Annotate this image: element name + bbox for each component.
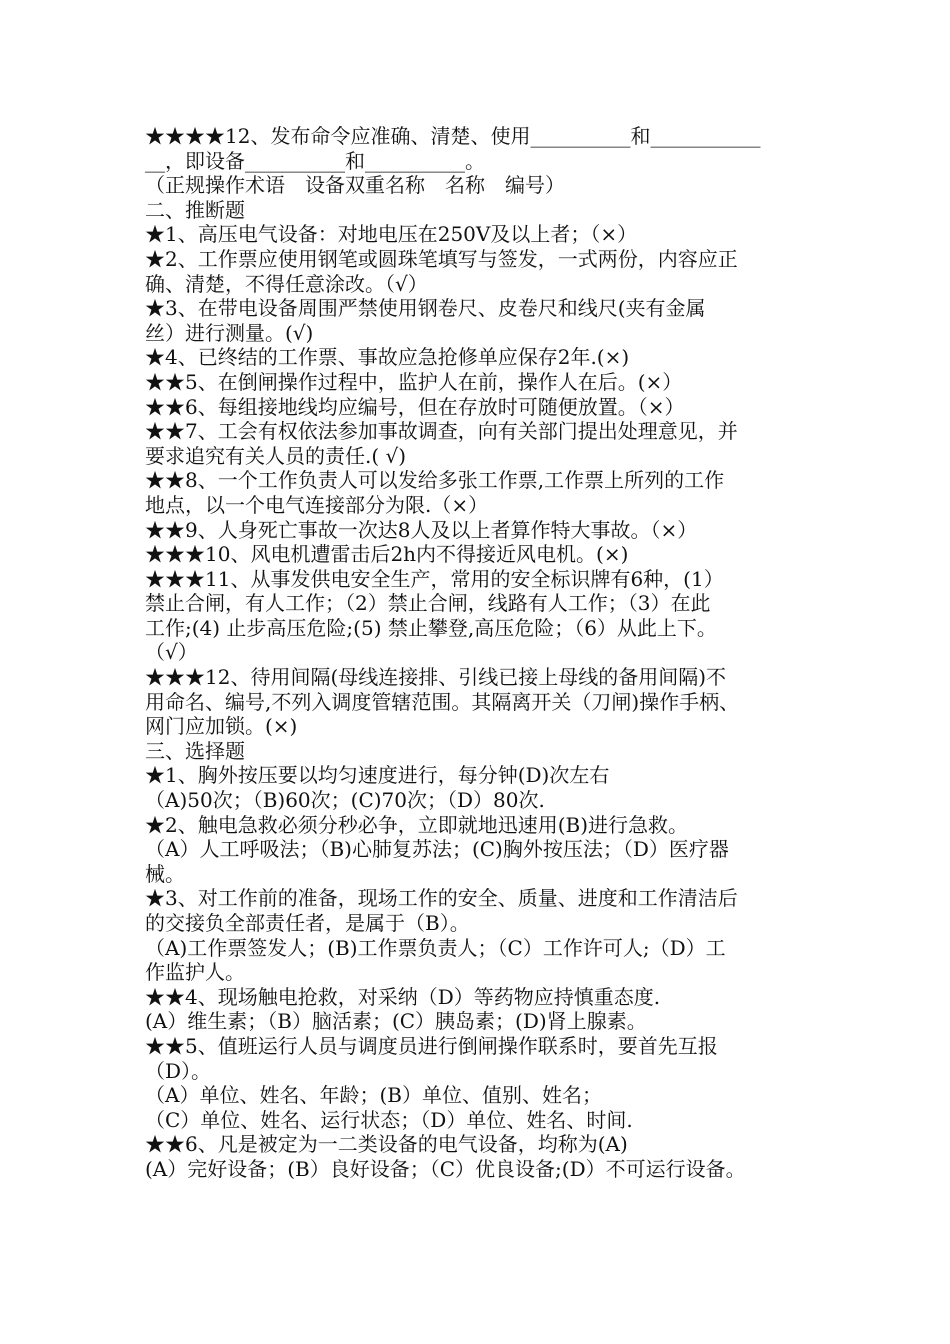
text-line: 作监护人。 [145, 960, 245, 985]
document-body [145, 124, 825, 1182]
text-line: ★★5、在倒闸操作过程中，监护人在前，操作人在后。(×） [145, 369, 683, 394]
text-line: ★★★11、从事发供电安全生产，常用的安全标识牌有6种，(1） [145, 566, 724, 591]
text-line: （√） [145, 640, 198, 665]
text-line: ★1、胸外按压要以均匀速度进行，每分钟(D)次左右 [145, 763, 610, 788]
text-line: ★2、工作票应使用钢笔或圆珠笔填写与签发，一式两份，内容应正 [145, 246, 738, 271]
text-line: (A）维生素；（B）脑活素；(C）胰岛素；(D)肾上腺素。 [145, 1009, 647, 1034]
text-line: ★4、已终结的工作票、事故应急抢修单应保存2年.(×) [145, 345, 630, 370]
text-line: ★1、高压电气设备：对地电压在250V及以上者；（×） [145, 222, 638, 247]
text-line: （正规操作术语 设备双重名称 名称 编号） [145, 173, 565, 198]
text-line: ★★7、工会有权依法参加事故调查，向有关部门提出处理意见，并 [145, 419, 738, 444]
section-heading: 三、选择题 [145, 738, 245, 763]
text-line: 丝）进行测量。(√) [145, 320, 314, 345]
text-line: ★★★10、风电机遭雷击后2h内不得接近风电机。(×) [145, 542, 629, 567]
text-line: （A)50次；（B)60次；(C)70次；（D）80次. [145, 788, 545, 813]
text-line: 械。 [145, 861, 185, 886]
section-heading: 二、推断题 [145, 197, 245, 222]
text-line: 地点，以一个电气连接部分为限.（×） [145, 492, 489, 517]
text-line: ★★★★12、发布命令应准确、清楚、使用__________和___________ [145, 124, 761, 148]
text-line: 网门应加锁。(×) [145, 714, 298, 739]
text-line: ★★9、人身死亡事故一次达8人及以上者算作特大事故。（×） [145, 517, 698, 542]
text-line: （A）单位、姓名、年龄；(B）单位、值别、姓名； [145, 1083, 602, 1108]
text-line: 工作;(4) 止步高压危险;(5) 禁止攀登,高压危险；（6）从此上下。 [145, 615, 717, 640]
text-line: ★3、在带电设备周围严禁使用钢卷尺、皮卷尺和线尺(夹有金属 [145, 296, 706, 321]
text-line: ★3、对工作前的准备，现场工作的安全、质量、进度和工作清洁后 [145, 886, 738, 911]
text-line: ★★6、每组接地线均应编号，但在存放时可随便放置。（×） [145, 394, 685, 419]
text-line: 要求追究有关人员的责任.( √) [145, 443, 407, 468]
text-line: （D）。 [145, 1058, 212, 1083]
text-line: 禁止合闸，有人工作；（2）禁止合闸，线路有人工作；（3）在此 [145, 591, 711, 616]
text-line: ★★8、一个工作负责人可以发给多张工作票,工作票上所列的工作 [145, 468, 725, 493]
text-line: 的交接负全部责任者，是属于（B）。 [145, 911, 470, 935]
text-line: __，即设备__________和__________。 [145, 148, 485, 173]
text-line: （C）单位、姓名、运行状态；（D）单位、姓名、时间. [145, 1107, 633, 1132]
text-line: （A）人工呼吸法；（B)心肺复苏法；(C)胸外按压法；（D）医疗器 [145, 837, 729, 862]
text-line: 用命名、编号,不列入调度管辖范围。其隔离开关（刀闸)操作手柄、 [145, 689, 740, 714]
text-line: ★★5、值班运行人员与调度员进行倒闸操作联系时，要首先互报 [145, 1033, 718, 1058]
text-line: 确、清楚，不得任意涂改。（√） [145, 271, 428, 296]
text-line: ★★★12、待用间隔(母线连接排、引线已接上母线的备用间隔)不 [145, 665, 727, 690]
text-line: (A）完好设备；(B）良好设备；（C）优良设备;(D）不可运行设备。 [145, 1156, 746, 1181]
text-line: ★2、触电急救必须分秒必争，立即就地迅速用(B)进行急救。 [145, 812, 689, 837]
text-line: （A)工作票签发人；(B)工作票负责人；（C）工作许可人;（D）工 [145, 935, 726, 960]
text-line: ★★6、凡是被定为一二类设备的电气设备，均称为(A) [145, 1132, 628, 1157]
text-line: ★★4、现场触电抢救，对采纳（D）等药物应持慎重态度. [145, 984, 661, 1009]
